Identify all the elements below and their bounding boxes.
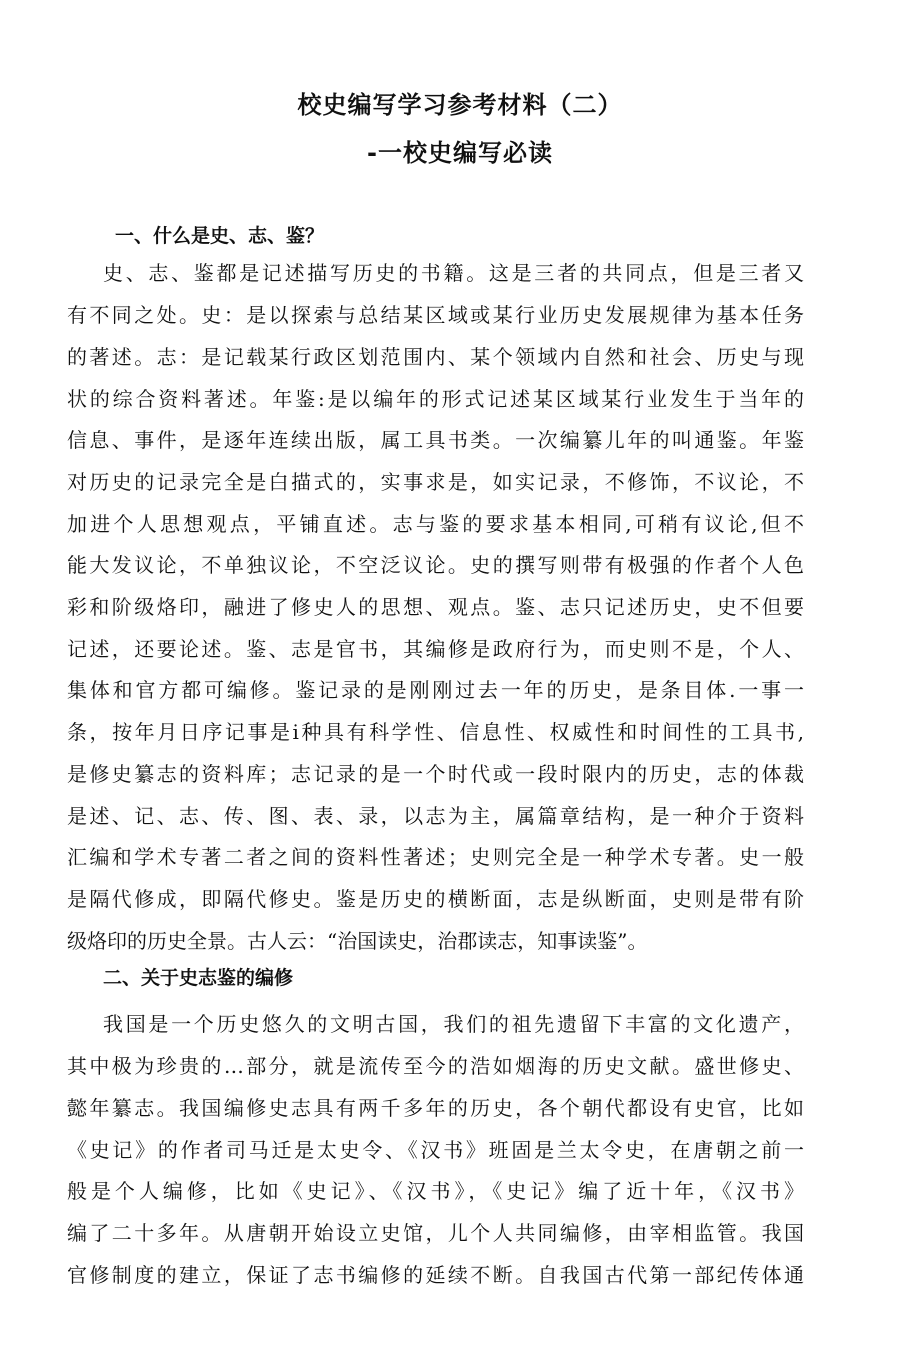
section2-line: 我国是一个历史悠久的文明古国，我们的祖先遗留下丰富的文化遗产， <box>103 1012 804 1036</box>
section2-line: 其中极为珍贵的…部分，就是流传至今的浩如烟海的历史文献。盛世修史、 <box>67 1054 804 1078</box>
section2-heading: 二、关于史志鉴的编修 <box>103 967 294 989</box>
section1-line: 条，按年月日序记事是i种具有科学性、信息性、权威性和时间性的工具书, <box>67 720 804 744</box>
section1-line: 状的综合资料著述。年鉴:是以编年的形式记述某区域某行业发生于当年的 <box>67 387 804 411</box>
section2-line: 编了二十多年。从唐朝开始设立史馆，儿个人共同编修，由宰相监管。我国 <box>67 1221 804 1245</box>
section1-line: 加进个人思想观点，平铺直述。志与鉴的要求基本相同,可稍有议论,但不 <box>67 512 804 536</box>
section2-line: 《史记》的作者司马迁是太史令、《汉书》班固是兰太令史，在唐朝之前一 <box>67 1138 804 1162</box>
section2-line: 懿年纂志。我国编修史志具有两千多年的历史，各个朝代都设有史官，比如 <box>67 1096 804 1120</box>
section1-line: 能大发议论，不单独议论，不空泛议论。史的撰写则带有极强的作者个人色 <box>67 553 804 577</box>
section1-line: 的著述。志：是记载某行政区划范围内、某个领域内自然和社会、历史与现 <box>67 345 804 369</box>
section1-line: 对历史的记录完全是白描式的，实事求是，如实记录，不修饰，不议论，不 <box>67 470 804 494</box>
section1-line: 是述、记、志、传、图、表、录，以志为主，属篇章结构，是一种介于资料 <box>67 804 804 828</box>
document-subtitle: -一校史编写必读 <box>367 139 553 167</box>
section1-line: 有不同之处。史：是以探索与总结某区域或某行业历史发展规律为基本任务 <box>67 303 804 327</box>
section1-line: 级烙印的历史全景。古人云：“治国读史，治郡读志，知事读鉴”。 <box>67 929 648 953</box>
section1-heading: 一、什么是史、志、鉴？ <box>115 225 325 247</box>
section1-line: 记述，还要论述。鉴、志是官书，其编修是政府行为，而史则不是，个人、 <box>67 637 804 661</box>
section1-line: 彩和阶级烙印，融进了修史人的思想、观点。鉴、志只记述历史，史不但要 <box>67 595 804 619</box>
section1-line: 是隔代修成，即隔代修史。鉴是历史的横断面，志是纵断面，史则是带有阶 <box>67 887 804 911</box>
section1-line: 信息、事件，是逐年连续出版，属工具书类。一次编纂儿年的叫通鉴。年鉴 <box>67 428 804 452</box>
section2-line: 般是个人编修，比如《史记》、《汉书》，《史记》编了近十年，《汉书》 <box>67 1179 804 1203</box>
section2-line: 官修制度的建立，保证了志书编修的延续不断。自我国古代第一部纪传体通 <box>67 1263 804 1287</box>
document-title: 校史编写学习参考材料（二） <box>297 91 623 119</box>
section1-line: 史、志、鉴都是记述描写历史的书籍。这是三者的共同点，但是三者又 <box>103 261 804 285</box>
section1-line: 集体和官方都可编修。鉴记录的是刚刚过去一年的历史，是条目体.一事一 <box>67 678 804 702</box>
section1-line: 汇编和学术专著二者之间的资料性著述；史则完全是一种学术专著。史一般 <box>67 845 804 869</box>
section1-line: 是修史纂志的资料库；志记录的是一个时代或一段时限内的历史，志的体裁 <box>67 762 804 786</box>
